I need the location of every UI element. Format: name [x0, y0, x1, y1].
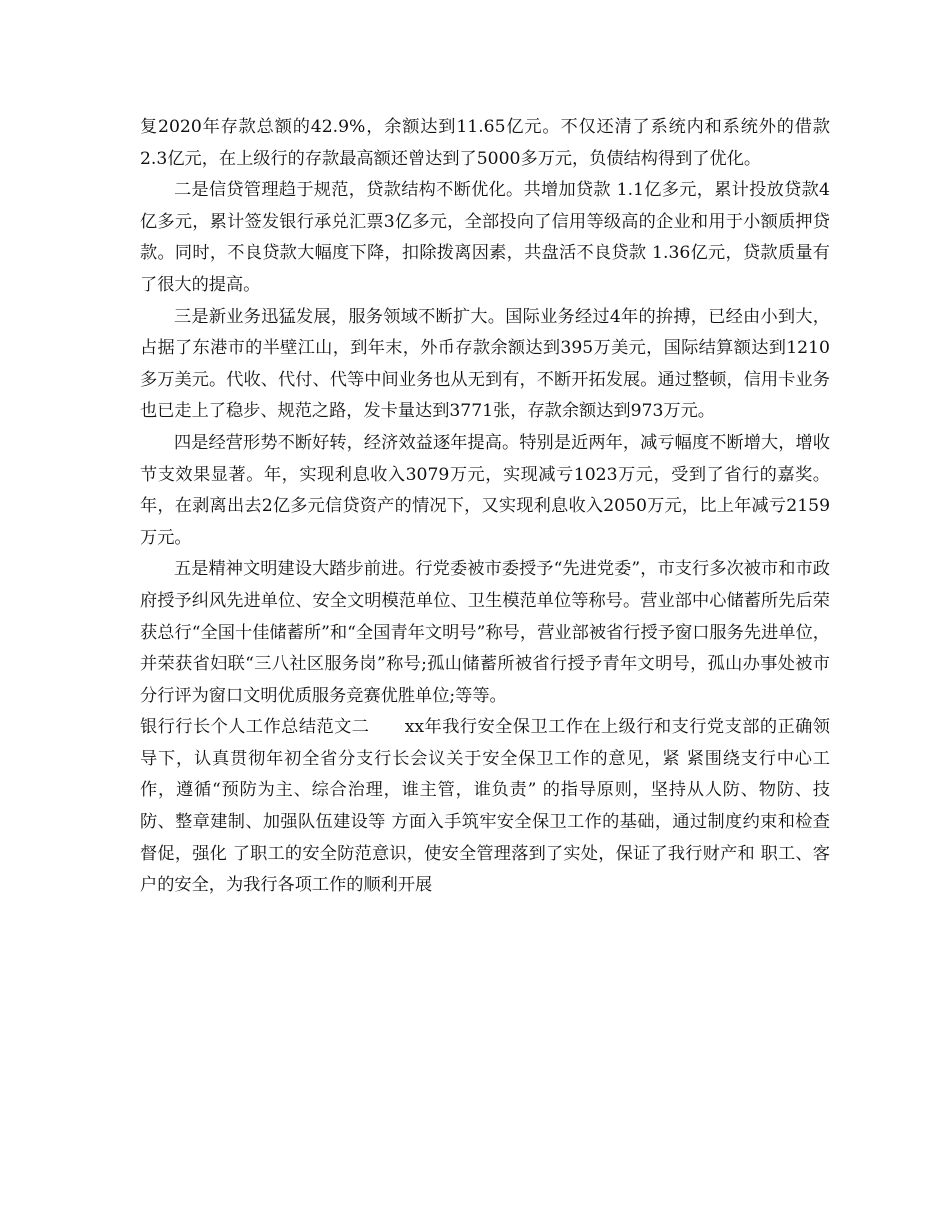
paragraph-summary-two: 银行行长个人工作总结范文二 xx年我行安全保卫工作在上级行和支行党支部的正确领 导下，认真贯彻年初全省分支行长会议关于安全保卫工作的意见，紧 紧围绕支行中心工作，遵循“预防为主、综合治理，谁主管，谁负责” 的指导原则，坚持从人防、物防、技防、整章建制、加强队伍建设等 方面入手筑牢安全保卫工作的基础，通过制度约束和检查督促，强化 了职工的安全防范意识，使安全管理落到了实处，保证了我行财产和 职工、客户的安全，为我行各项工作的顺利开展	[140, 717, 830, 896]
paragraph-operating-results: 四是经营形势不断好转，经济效益逐年提高。特别是近两年，减亏幅度不断增大，增收节支效果显著。年，实现利息收入3079万元，实现减亏1023万元，受到了省行的嘉奖。年，在剥离出去2亿多元信贷资产的情况下，又实现利息收入2050万元，比上年减亏2159万元。	[140, 432, 830, 548]
paragraph-deposit-summary: 复2020年存款总额的42.9%，余额达到11.65亿元。不仅还清了系统内和系统外的借款2.3亿元，在上级行的存款最高额还曾达到了5000多万元，负债结构得到了优化。	[140, 117, 830, 169]
paragraph-credit-management: 二是信贷管理趋于规范，贷款结构不断优化。共增加贷款 1.1亿多元，累计投放贷款4亿多元，累计签发银行承兑汇票3亿多元，全部投向了信用等级高的企业和用于小额质押贷款。同时，不良贷款大幅度下降，扣除拨离因素，共盘活不良贷款 1.36亿元，贷款质量有了很大的提高。	[140, 180, 830, 295]
paragraph-new-business: 三是新业务迅猛发展，服务领域不断扩大。国际业务经过4年的拚搏，已经由小到大，占据了东港市的半壁江山，到年末，外币存款余额达到395万美元，国际结算额达到1210多万美元。代收、代付、代等中间业务也从无到有，不断开拓发展。通过整顿，信用卡业务也已走上了稳步、规范之路，发卡量达到3771张，存款余额达到973万元。	[140, 306, 830, 422]
paragraph-spiritual-civilization: 五是精神文明建设大踏步前进。行党委被市委授予“先进党委”，市支行多次被市和市政府授予纠风先进单位、安全文明模范单位、卫生模范单位等称号。营业部中心储蓄所先后荣获总行“全国十佳储蓄所”和“全国青年文明号”称号，营业部被省行授予窗口服务先进单位，并荣获省妇联“三八社区服务岗”称号;孤山储蓄所被省行授予青年文明号，孤山办事处被市分行评为窗口文明优质服务竞赛优胜单位;等等。	[140, 559, 830, 706]
document-body	[140, 112, 830, 902]
